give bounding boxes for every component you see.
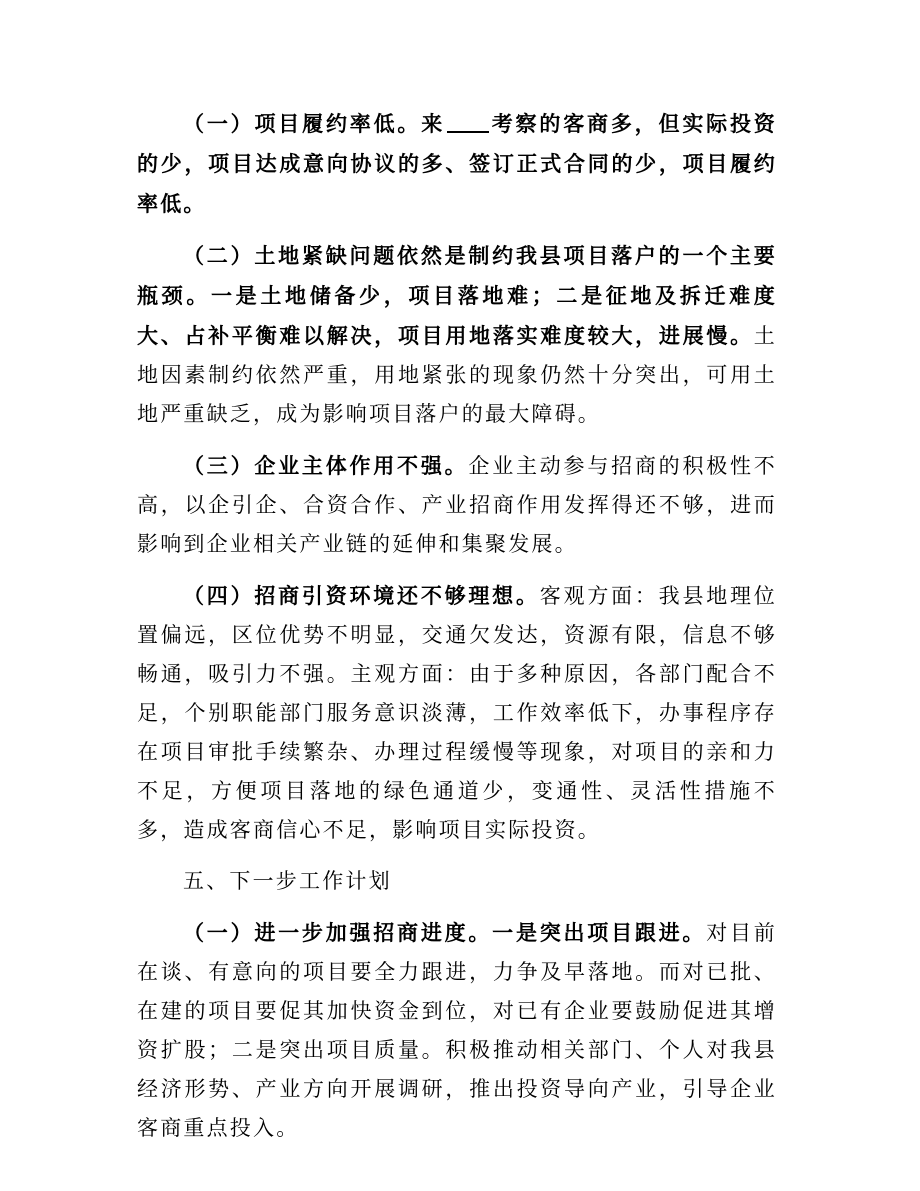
body-text: 土地因素制约依然严重，用地紧张的现象仍然十分突出，可用土地严重缺乏，成为影响项目落户的最大障碍。 (137, 324, 777, 426)
bold-text: （一）项目履约率低。来 (183, 111, 446, 136)
blank-underline (447, 111, 489, 133)
section-heading: 五、下一步工作计划 (183, 869, 392, 893)
document-body (137, 104, 777, 1160)
body-text: 企业主动参与招商的积极性不高，以企引企、合资合作、产业招商作用发挥得还不够，进而影响到企业相关产业链的延伸和集聚发展。 (137, 454, 777, 556)
paragraph-work-plan (137, 913, 777, 1148)
bold-text: （一）进一步加强招商进度。 (183, 920, 493, 945)
paragraph-enterprise-role (137, 446, 777, 564)
bold-text: 考察的客商多，但实际投资的少，项目达成意向协议的多、签订正式合同的少，项目履约率低。 (137, 111, 778, 216)
bold-text: （三）企业主体作用不强。 (183, 453, 469, 478)
paragraph-investment-environment (137, 576, 777, 850)
paragraph-low-contract-rate (137, 104, 777, 224)
body-text: 对目前在谈、有意向的项目要全力跟进，力争及早落地。而对已批、在建的项目要促其加快资金到位，对已有企业要鼓励促进其增资扩股；二是突出项目质量。积极推动相关部门、个人对我县经济形势、产业方向开展调研，推出投资导向产业，引导企业客商重点投入。 (137, 921, 777, 1140)
body-text: 客观方面：我县地理位置偏远，区位优势不明显，交通欠发达，资源有限，信息不够畅通，吸引力不强。主观方面：由于多种原因，各部门配合不足，个别职能部门服务意识淡薄，工作效率低下，办事程序存在项目审批手续繁杂、办理过程缓慢等现象，对项目的亲和力不足，方便项目落地的绿色通道少，变通性、灵活性措施不多，造成客商信心不足，影响项目实际投资。 (137, 584, 777, 842)
bold-text: 一是突出项目跟进。 (492, 920, 707, 945)
bold-text: （二）土地紧缺问题依然是制约我县项目落户的一个主要瓶颈。一是土地储备少，项目落地难；二是征地及拆迁难度大、占补平衡难以解决，项目用地落实难度较大，进展慢。 (137, 243, 777, 348)
bold-text: （四）招商引资环境还不够理想。 (183, 583, 540, 608)
paragraph-land-shortage (137, 236, 777, 434)
